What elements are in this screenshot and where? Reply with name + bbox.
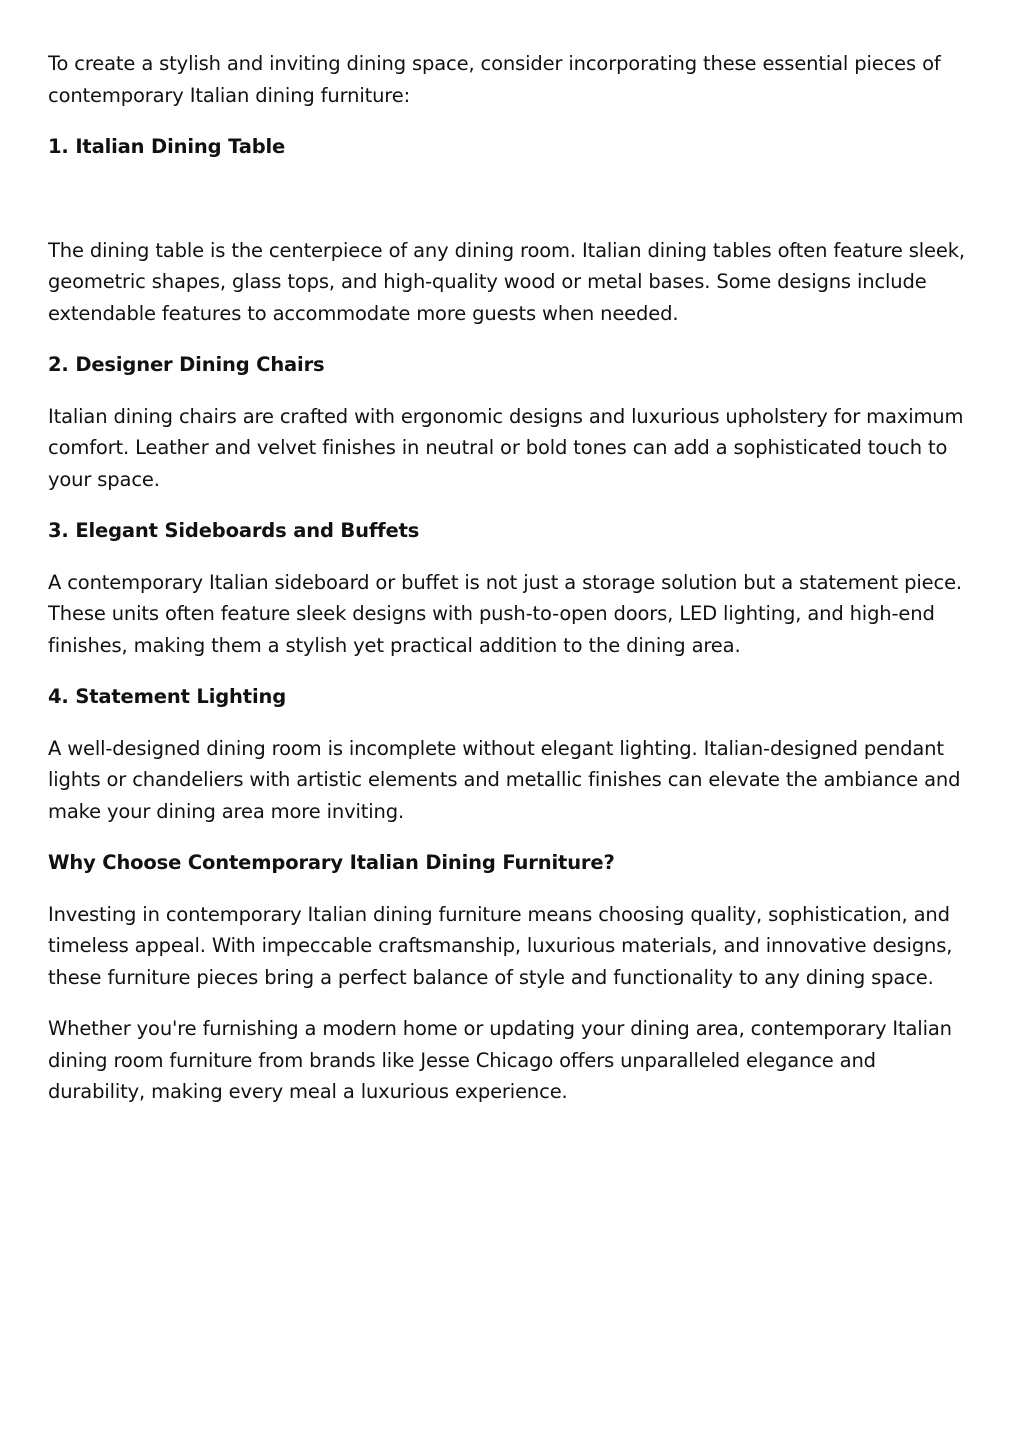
section-body-sideboards: A contemporary Italian sideboard or buffet is not just a storage solution but a statement piece. These units often feature sleek designs with push-to-open doors, LED lighting, and high-end finishes, making them a stylish yet practical addition to the dining area.: [48, 570, 962, 657]
section-body-lighting: A well-designed dining room is incomplete without elegant lighting. Italian-designed pendant lights or chandeliers with artistic elements and metallic finishes can elevate the ambiance and make your dining area more inviting.: [48, 736, 961, 823]
intro-paragraph: To create a stylish and inviting dining space, consider incorporating these essential pieces of contemporary Italian dining furniture:: [48, 52, 941, 107]
section-heading-sideboards: 3. Elegant Sideboards and Buffets: [48, 519, 420, 542]
why-choose-heading: Why Choose Contemporary Italian Dining Furniture?: [48, 851, 615, 874]
section-body-dining-table: The dining table is the centerpiece of any dining room. Italian dining tables often feature sleek, geometric shapes, glass tops, and high-quality wood or metal bases. Some designs include extendable features to accommodate more guests when needed.: [48, 238, 965, 325]
section-heading-lighting: 4. Statement Lighting: [48, 685, 287, 708]
section-body-dining-chairs: Italian dining chairs are crafted with ergonomic designs and luxurious upholstery for maximum comfort. Leather and velvet finishes in neutral or bold tones can add a sophisticated touch to your space.: [48, 404, 964, 491]
why-choose-paragraph-2: Whether you're furnishing a modern home or updating your dining area, contemporary Italian dining room furniture from brands like Jesse Chicago offers unparalleled elegance and durability, making every meal a luxurious experience.: [48, 1017, 952, 1103]
section-heading-dining-table: 1. Italian Dining Table: [48, 135, 286, 158]
section-heading-dining-chairs: 2. Designer Dining Chairs: [48, 353, 325, 376]
why-choose-paragraph-1: Investing in contemporary Italian dining furniture means choosing quality, sophistication, and timeless appeal. With impeccable craftsmanship, luxurious materials, and innovative designs, these furniture pieces bring a perfect balance of style and functionality to any dining space.: [48, 902, 953, 989]
